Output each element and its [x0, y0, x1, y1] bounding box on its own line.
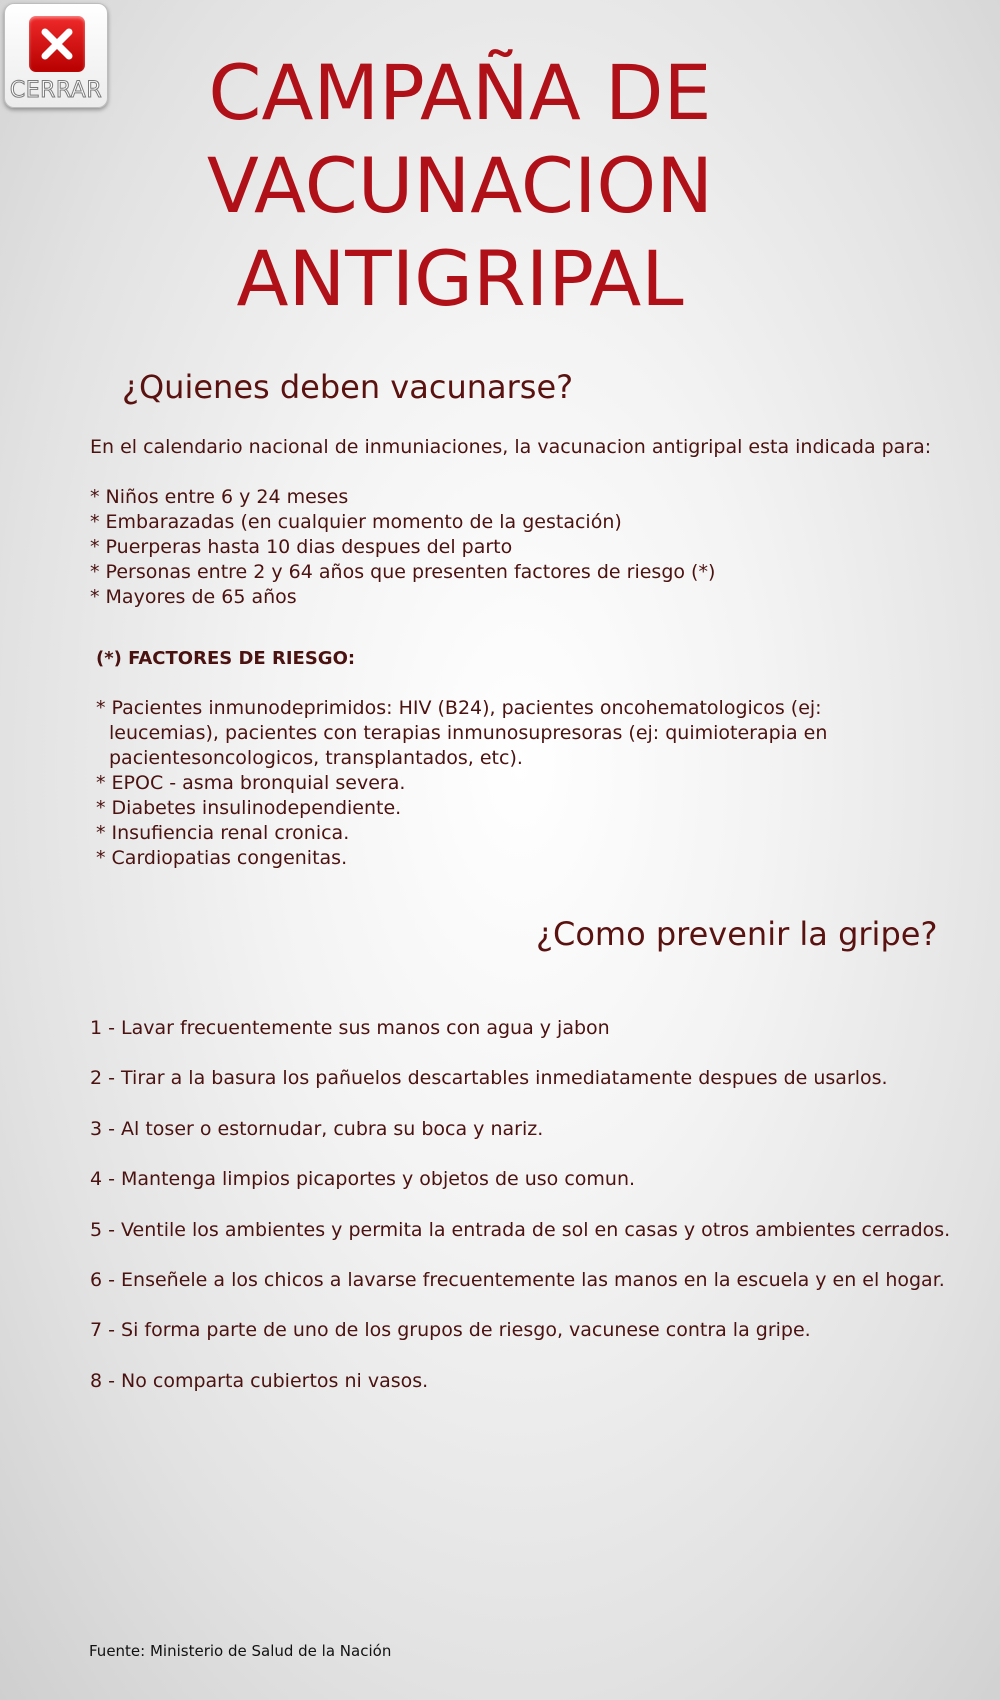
- page-title: CAMPAÑA DE VACUNACION ANTIGRIPAL: [206, 48, 714, 323]
- list-item: * Cardiopatias congenitas.: [96, 847, 348, 869]
- list-item: 6 - Enseñele a los chicos a lavarse frecuentemente las manos en la escuela y en el hogar.: [90, 1268, 945, 1291]
- list-item: 5 - Ventile los ambientes y permita la entrada de sol en casas y otros ambientes cerrados.: [90, 1218, 951, 1241]
- who-intro: En el calendario nacional de inmuniaciones, la vacunacion antigripal esta indicada para:: [90, 436, 932, 458]
- risk-list: [96, 696, 876, 871]
- source-note: Fuente: Ministerio de Salud de la Nación: [89, 1642, 392, 1660]
- list-item: * Puerperas hasta 10 dias despues del parto: [90, 536, 513, 558]
- close-button[interactable]: [4, 3, 108, 108]
- list-item: * Diabetes insulinodependiente.: [96, 797, 402, 819]
- list-item: 7 - Si forma parte de uno de los grupos de riesgo, vacunese contra la gripe.: [90, 1319, 811, 1342]
- list-item: 4 - Mantenga limpios picaportes y objetos de uso comun.: [90, 1168, 636, 1191]
- list-item: * Niños entre 6 y 24 meses: [90, 486, 349, 508]
- list-item: * Personas entre 2 y 64 años que presenten factores de riesgo (*): [90, 561, 716, 583]
- list-item: * EPOC - asma bronquial severa.: [96, 772, 406, 794]
- close-x-icon: [29, 16, 85, 72]
- list-item: * Embarazadas (en cualquier momento de la gestación): [90, 511, 622, 533]
- prevent-heading: ¿Como prevenir la gripe?: [536, 915, 938, 953]
- prevent-steps: [90, 1016, 950, 1419]
- list-item: 3 - Al toser o estornudar, cubra su boca y nariz.: [90, 1117, 544, 1140]
- list-item: * Mayores de 65 años: [90, 586, 297, 608]
- list-item: 8 - No comparta cubiertos ni vasos.: [90, 1369, 429, 1392]
- close-button-label: CERRAR: [9, 78, 103, 103]
- list-item: * Insufiencia renal cronica.: [96, 822, 350, 844]
- list-item: 2 - Tirar a la basura los pañuelos descartables inmediatamente despues de usarlos.: [90, 1067, 888, 1090]
- who-list: [90, 485, 715, 610]
- list-item: 1 - Lavar frecuentemente sus manos con agua y jabon: [90, 1017, 610, 1039]
- list-item: * Pacientes inmunodeprimidos: HIV (B24), pacientes oncohematologicos (ej: leucemias), pacientes con terapias inmunosupresoras (ej: quimioterapia en pacientesoncologicos, transplantados, etc).: [96, 697, 828, 769]
- risk-heading: (*) FACTORES DE RIESGO:: [96, 648, 356, 669]
- who-heading: ¿Quienes deben vacunarse?: [122, 368, 574, 406]
